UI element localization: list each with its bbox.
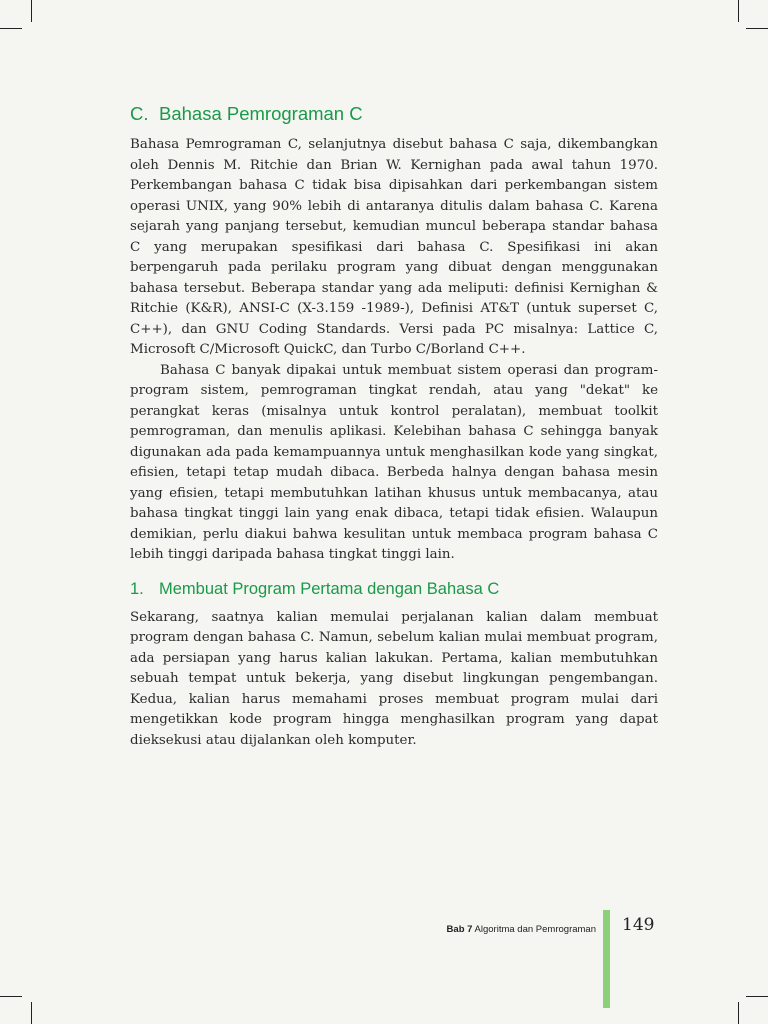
crop-mark-bottom-right-h <box>746 996 768 997</box>
running-footer <box>447 924 596 935</box>
subsection-title: Membuat Program Pertama dengan Bahasa C <box>159 579 500 598</box>
footer-accent-bar <box>603 910 610 1008</box>
paragraph-3: Sekarang, saatnya kalian memulai perjalanan kalian dalam membuat program dengan bahasa C. Namun, sebelum kalian mulai membuat program, ada persiapan yang harus kalian lakukan. Pertama, kalian membutuhkan sebuah tempat untuk bekerja, yang disebut lingkungan pengembangan. Kedua, kalian harus memahami proses membuat program mulai dari mengetikkan kode program hingga menghasilkan program yang dapat dieksekusi atau dijalankan oleh komputer. <box>130 609 658 748</box>
section-heading <box>130 102 658 126</box>
crop-mark-bottom-left <box>31 1002 32 1024</box>
paragraph-1: Bahasa Pemrograman C, selanjutnya disebut bahasa C saja, dikembangkan oleh Dennis M. Ritchie dan Brian W. Kernighan pada awal tahun 1970. Perkembangan bahasa C tidak bisa dipisahkan dari perkembangan sistem operasi UNIX, yang 90% lebih di antaranya ditulis dalam bahasa C. Karena sejarah yang panjang tersebut, kemudian muncul beberapa standar bahasa C yang merupakan spesifikasi dari bahasa C. Spesifikasi ini akan berpengaruh pada perilaku program yang dibuat dengan menggunakan bahasa tersebut. Beberapa standar yang ada meliputi: definisi Kernighan & Ritchie (K&R), ANSI-C (X-3.159 -1989-), Definisi AT&T (untuk superset C, C++), dan GNU Coding Standards. Versi pada PC misalnya: Lattice C, Microsoft C/Microsoft QuickC, dan Turbo C/Borland C++. <box>130 137 658 357</box>
subsection-heading <box>130 578 658 600</box>
page-number: 149 <box>622 915 655 935</box>
crop-mark-bottom-left-h <box>0 996 22 997</box>
crop-mark-top-left-h <box>0 28 22 29</box>
crop-mark-top-right-h <box>746 28 768 29</box>
section-title: Bahasa Pemrograman C <box>159 103 363 124</box>
chapter-label: Bab 7 <box>446 924 473 935</box>
subsection-number: 1. <box>130 579 144 598</box>
crop-mark-bottom-right <box>738 1002 739 1024</box>
paragraph-2: Bahasa C banyak dipakai untuk membuat sistem operasi dan program-program sistem, pemrograman tingkat rendah, atau yang "dekat" ke perangkat keras (misalnya untuk kontrol peralatan), membuat toolkit pemrograman, dan menulis aplikasi. Kelebihan bahasa C sehingga banyak digunakan ada pada kemampuannya untuk menghasilkan kode yang singkat, efisien, tetapi tetap mudah dibaca. Berbeda halnya dengan bahasa mesin yang efisien, tetapi membutuhkan latihan khusus untuk membacanya, atau bahasa tingkat tinggi lain yang enak dibaca, tetapi tidak efisien. Walaupun demikian, perlu diakui bahwa kesulitan untuk membaca program bahasa C lebih tinggi daripada bahasa tingkat tinggi lain. <box>130 362 658 562</box>
page-content <box>130 102 658 751</box>
chapter-title: Algoritma dan Pemrograman <box>474 924 596 935</box>
crop-mark-top-left <box>31 0 32 22</box>
section-number: C. <box>130 103 149 124</box>
crop-mark-top-right <box>738 0 739 22</box>
